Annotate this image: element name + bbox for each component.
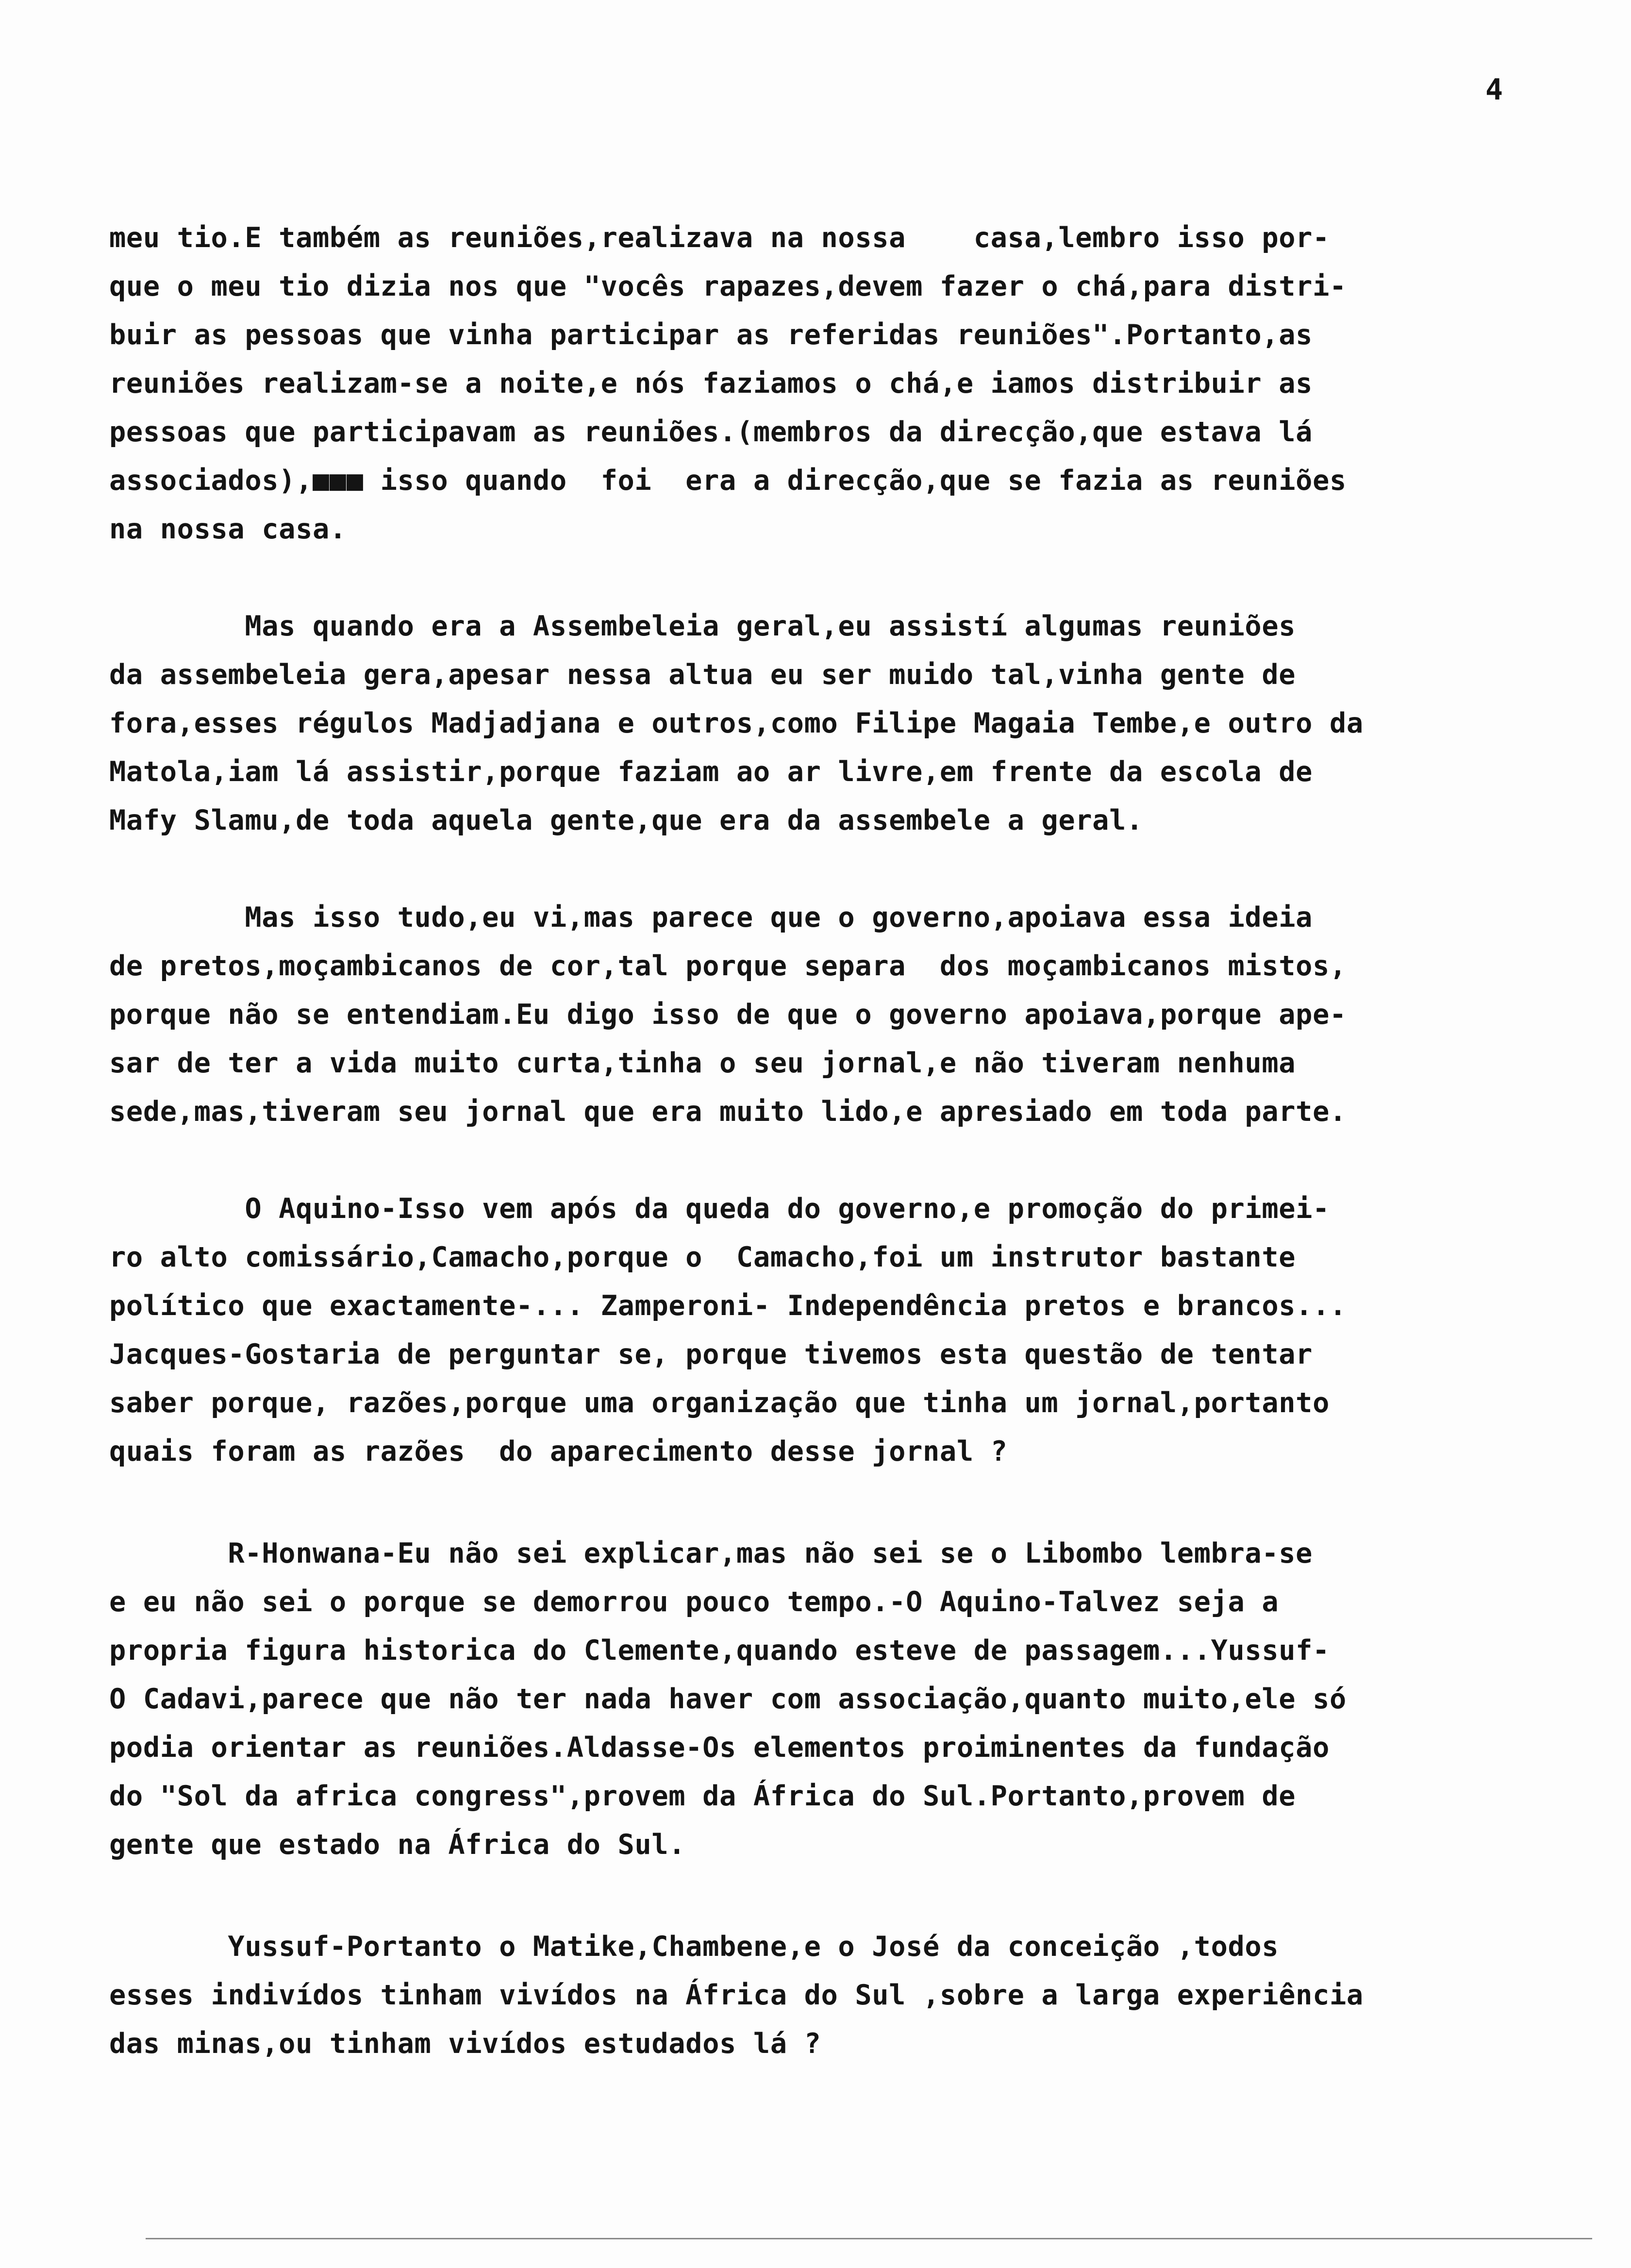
text-line: sede,mas,tiveram seu jornal que era muito lido,e apresiado em toda parte.	[109, 1096, 1347, 1128]
text-line: reuniões realizam-se a noite,e nós faziamos o chá,e iamos distribuir as	[109, 367, 1313, 400]
paragraph-2	[109, 602, 1585, 845]
paragraph-6	[109, 1922, 1585, 2068]
text-line: Matola,iam lá assistir,porque faziam ao ar livre,em frente da escola de	[109, 756, 1313, 788]
text-line: gente que estado na África do Sul.	[109, 1829, 686, 1861]
text-line: na nossa casa.	[109, 513, 347, 545]
text-line: O Aquino-Isso vem após da queda do governo,e promoção do primei-	[109, 1193, 1330, 1225]
text-line: saber porque, razões,porque uma organização que tinha um jornal,portanto	[109, 1387, 1330, 1419]
paragraph-5	[109, 1529, 1585, 1869]
text-line: ro alto comissário,Camacho,porque o Camacho,foi um instrutor bastante	[109, 1241, 1296, 1273]
text-line: sar de ter a vida muito curta,tinha o seu jornal,e não tiveram nenhuma	[109, 1047, 1296, 1079]
text-line: associados),■■■ isso quando foi era a direcção,que se fazia as reuniões	[109, 465, 1347, 497]
text-line: e eu não sei o porque se demorrou pouco tempo.-O Aquino-Talvez seja a	[109, 1586, 1279, 1618]
text-line: fora,esses régulos Madjadjana e outros,como Filipe Magaia Tembe,e outro da	[109, 707, 1364, 739]
text-line: pessoas que participavam as reuniões.(membros da direcção,que estava lá	[109, 416, 1313, 448]
text-line: esses indivídos tinham vivídos na África do Sul ,sobre a larga experiência	[109, 1979, 1364, 2011]
bottom-divider	[146, 2238, 1592, 2239]
text-line: do "Sol da africa congress",provem da África do Sul.Portanto,provem de	[109, 1780, 1296, 1812]
text-line: Jacques-Gostaria de perguntar se, porque tivemos esta questão de tentar	[109, 1338, 1313, 1370]
text-line: das minas,ou tinham vivídos estudados lá ?	[109, 2028, 821, 2060]
text-line: da assembeleia gera,apesar nessa altua eu ser muido tal,vinha gente de	[109, 659, 1296, 691]
text-line: Mafy Slamu,de toda aquela gente,que era da assembele a geral.	[109, 804, 1143, 836]
text-line: Mas quando era a Assembeleia geral,eu assistí algumas reuniões	[109, 610, 1296, 642]
text-line: que o meu tio dizia nos que "vocês rapazes,devem fazer o chá,para distri-	[109, 270, 1347, 302]
text-line: buir as pessoas que vinha participar as referidas reuniões".Portanto,as	[109, 319, 1313, 351]
text-line: porque não se entendiam.Eu digo isso de que o governo apoiava,porque ape-	[109, 999, 1347, 1031]
text-line: propria figura historica do Clemente,quando esteve de passagem...Yussuf-	[109, 1634, 1330, 1667]
text-line: R-Honwana-Eu não sei explicar,mas não sei se o Libombo lembra-se	[109, 1537, 1313, 1569]
paragraph-3	[109, 893, 1585, 1136]
paragraph-1	[109, 214, 1585, 553]
paragraph-4	[109, 1184, 1585, 1476]
page-number: 4	[1485, 73, 1503, 107]
text-line: quais foram as razões do aparecimento desse jornal ?	[109, 1435, 1008, 1468]
text-line: Yussuf-Portanto o Matike,Chambene,e o José da conceição ,todos	[109, 1931, 1279, 1963]
text-line: Mas isso tudo,eu vi,mas parece que o governo,apoiava essa ideia	[109, 901, 1313, 934]
text-line: podia orientar as reuniões.Aldasse-Os elementos proiminentes da fundação	[109, 1732, 1330, 1764]
text-line: político que exactamente-... Zamperoni- Independência pretos e brancos...	[109, 1290, 1347, 1322]
text-line: de pretos,moçambicanos de cor,tal porque separa dos moçambicanos mistos,	[109, 950, 1347, 982]
text-line: meu tio.E também as reuniões,realizava na nossa casa,lembro isso por-	[109, 222, 1330, 254]
text-line: O Cadavi,parece que não ter nada haver com associação,quanto muito,ele só	[109, 1683, 1347, 1715]
